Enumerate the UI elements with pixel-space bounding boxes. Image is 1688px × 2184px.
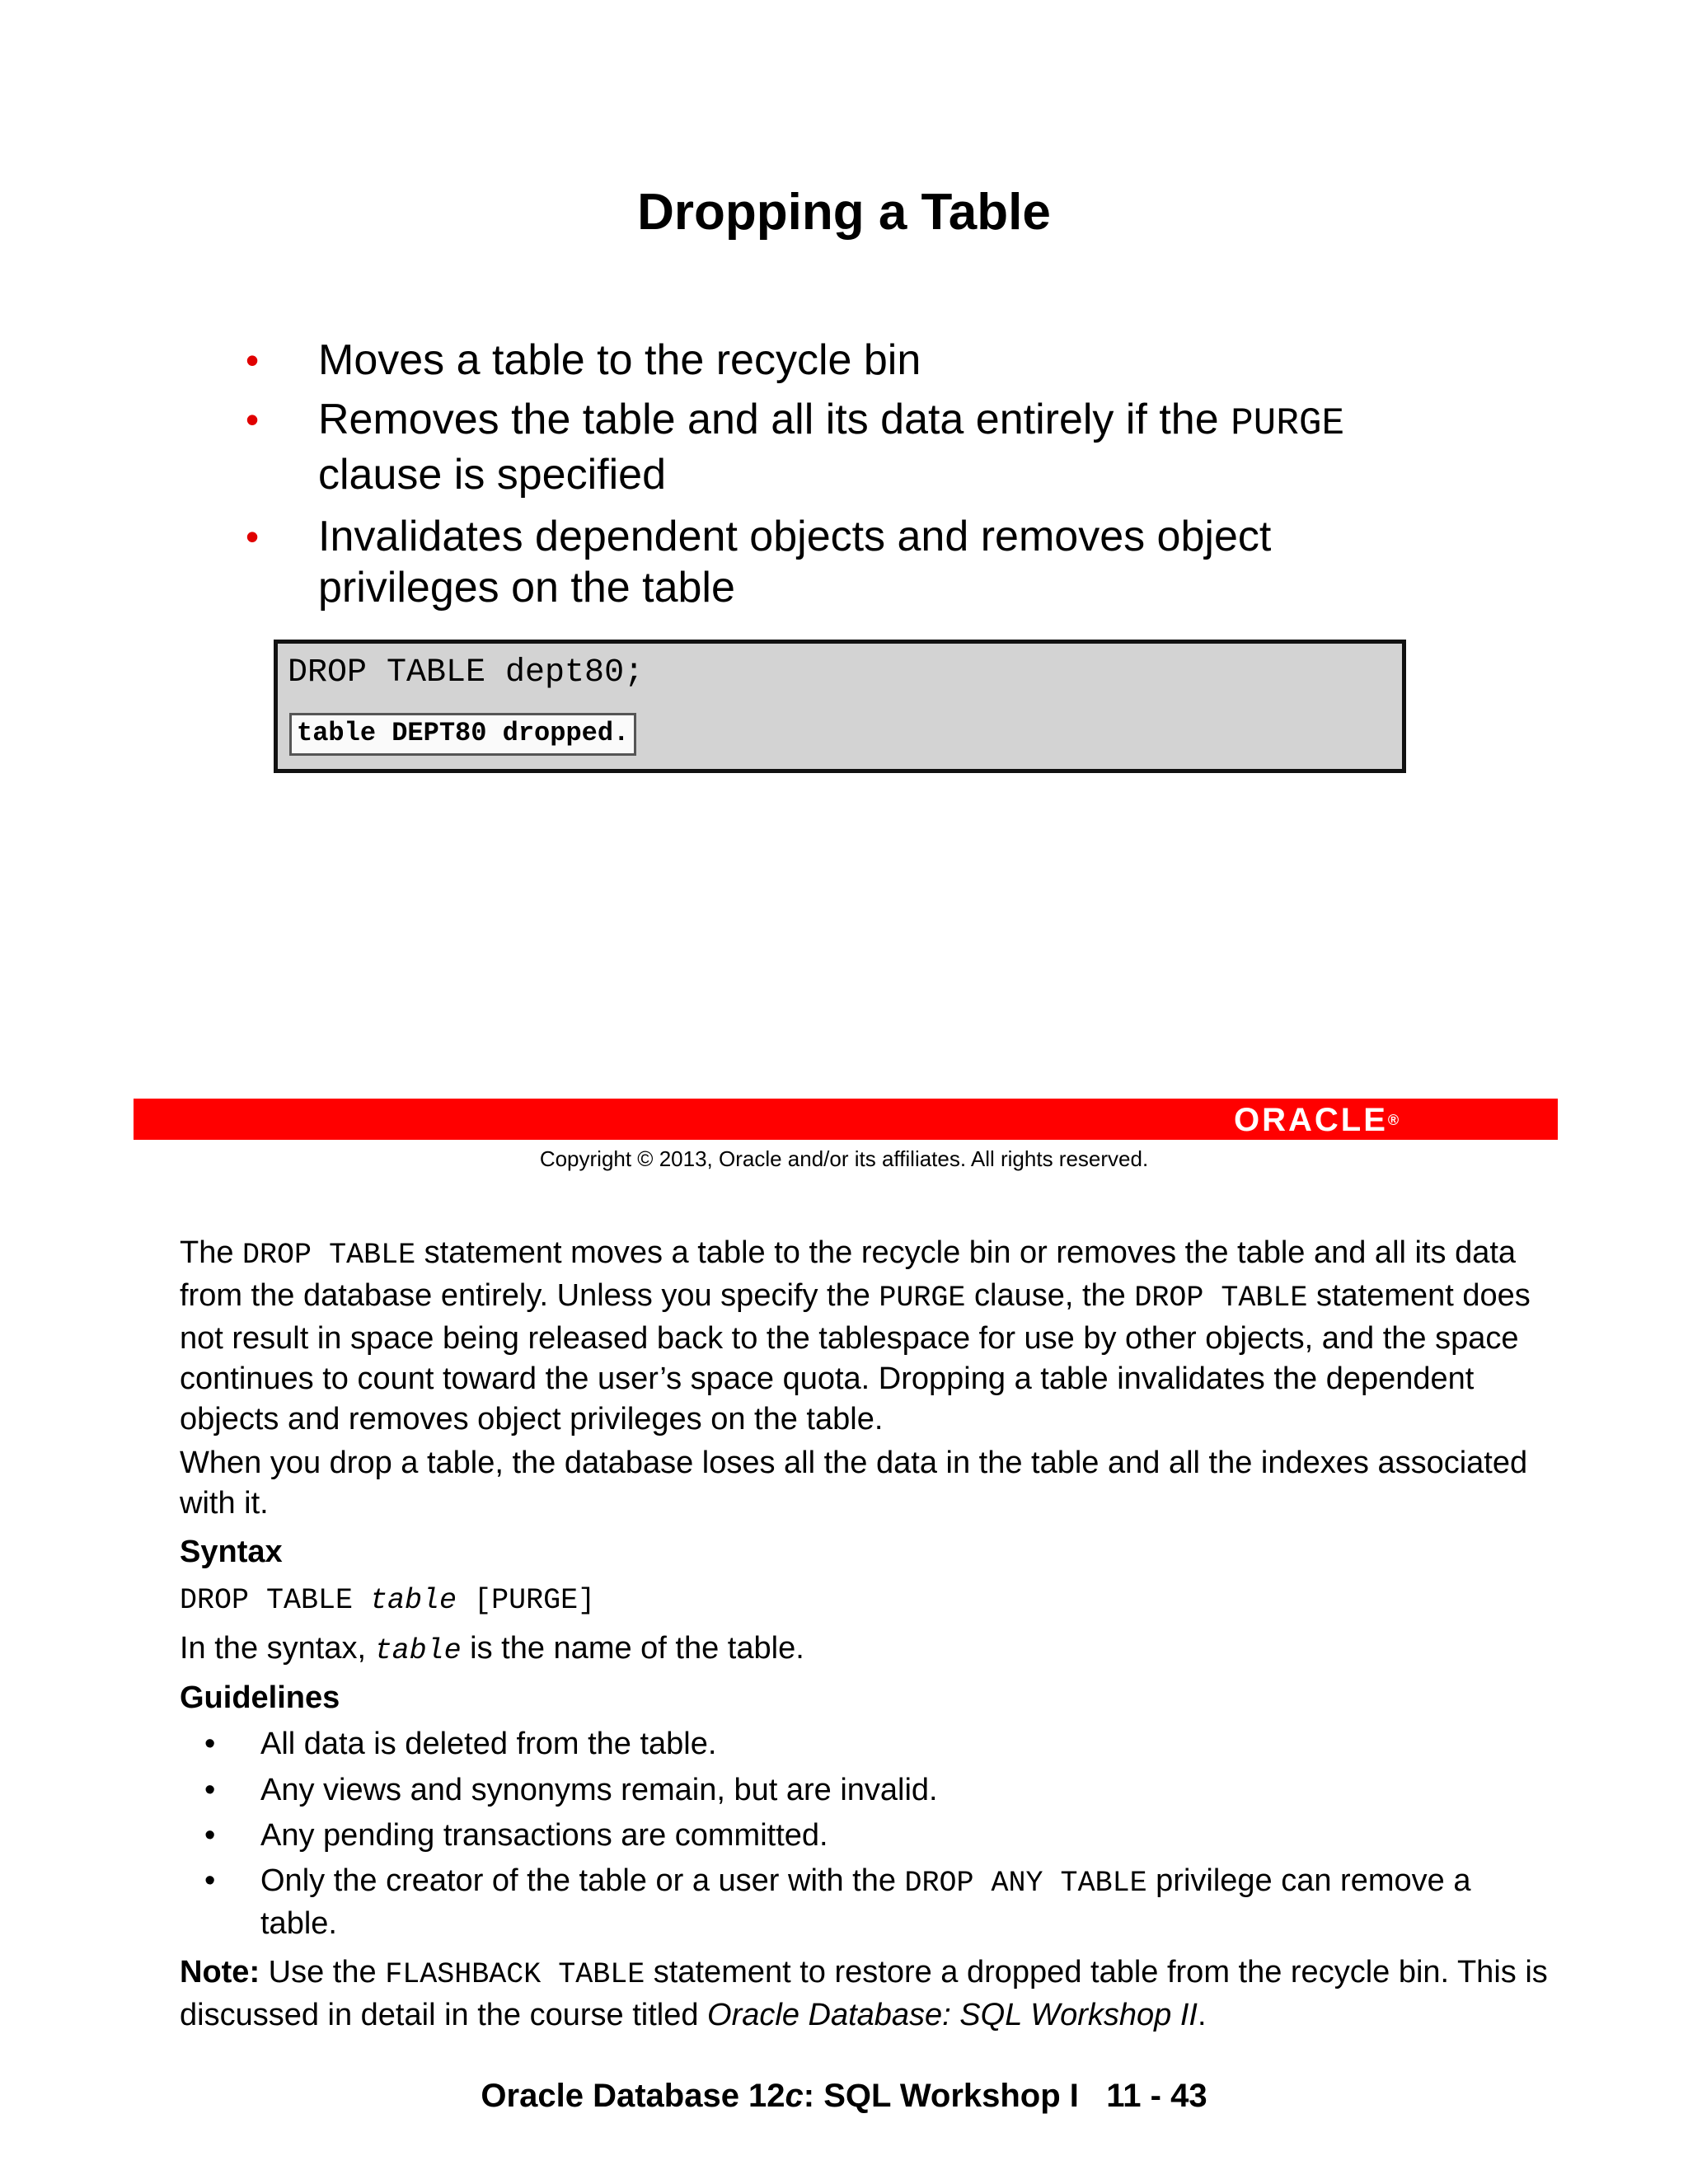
note-paragraph: Note: Use the FLASHBACK TABLE statement to restore a dropped table from the recycle bin. This is discussed in detail in the course titled Oracle Database: SQL Workshop II.	[180, 1955, 1548, 2032]
bullet-2-line2: clause is specified	[318, 451, 666, 499]
syntax-code: DROP TABLE table [PURGE]	[180, 1584, 596, 1617]
notes-paragraph-1: The DROP TABLE statement moves a table to the recycle bin or removes the table and all its data from the database entirely. Unless you specify the PURGE clause, the DROP TABLE statement does not result in space being released back to the tablespace for use by other objects, and the space continues to count toward the user’s space quota. Dropping a table invalidates the dependent objects and removes object privileges on the table.	[180, 1235, 1531, 1436]
code-result: table DEPT80 dropped.	[289, 713, 636, 756]
guidelines-heading: Guidelines	[180, 1680, 340, 1715]
guideline-bullet: •	[204, 1727, 216, 1761]
bullet-3	[318, 511, 1472, 613]
guideline-bullet: •	[204, 1818, 216, 1853]
code-example-box	[274, 640, 1406, 773]
guideline-3: Any pending transactions are committed.	[260, 1818, 828, 1853]
guideline-bullet: •	[204, 1863, 216, 1898]
guideline-4: Only the creator of the table or a user with the DROP ANY TABLE privilege can remove a table.	[260, 1863, 1471, 1941]
bullet-2-code: PURGE	[1231, 402, 1345, 445]
guideline-bullet: •	[204, 1773, 216, 1807]
guideline-2: Any views and synonyms remain, but are invalid.	[260, 1773, 938, 1807]
bullet-3-line1: Invalidates dependent objects and removes object	[318, 513, 1272, 560]
notes-paragraph-2: When you drop a table, the database loses all the data in the table and all the indexes associated with it.	[180, 1446, 1528, 1521]
bullet-1: Moves a table to the recycle bin	[318, 336, 921, 384]
bullet-marker: •	[246, 339, 260, 382]
bullet-2-text: Removes the table and all its data entirely if the	[318, 396, 1231, 443]
code-statement: DROP TABLE dept80;	[288, 654, 645, 691]
bullet-2	[318, 394, 1472, 500]
guideline-1: All data is deleted from the table.	[260, 1727, 717, 1761]
slide-title: Dropping a Table	[637, 184, 1051, 241]
bullet-marker: •	[246, 515, 260, 558]
copyright-text: Copyright © 2013, Oracle and/or its affiliates. All rights reserved.	[539, 1146, 1149, 1171]
syntax-description: In the syntax, table is the name of the table.	[180, 1631, 804, 1667]
oracle-banner	[134, 1099, 1558, 1140]
bullet-3-line2: privileges on the table	[318, 564, 735, 612]
oracle-logo: ORACLE®	[1234, 1102, 1402, 1138]
page-footer: Oracle Database 12c: SQL Workshop I 11 - 43	[481, 2078, 1207, 2114]
bullet-marker: •	[246, 398, 260, 441]
syntax-heading: Syntax	[180, 1535, 283, 1569]
